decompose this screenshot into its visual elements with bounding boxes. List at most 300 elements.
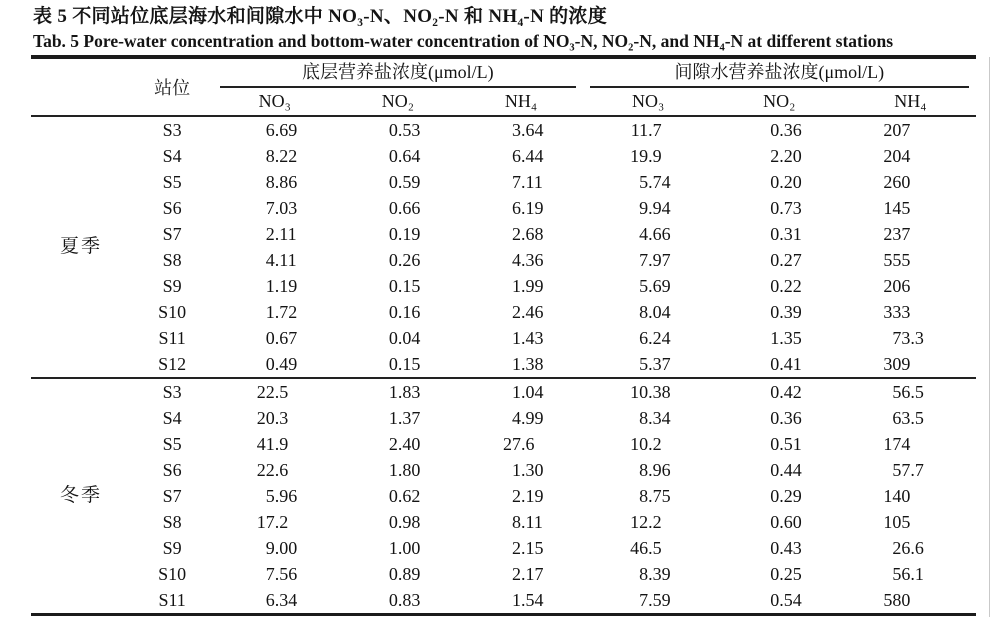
value-integer-part: 0 bbox=[770, 512, 780, 532]
value-fraction-part: .31 bbox=[779, 224, 802, 244]
value-fraction-part: .11 bbox=[520, 172, 543, 192]
table-row bbox=[31, 247, 976, 273]
value-integer-part: 27 bbox=[502, 434, 521, 454]
value-integer-part: 0 bbox=[388, 120, 398, 140]
station-cell: S10 bbox=[158, 302, 187, 322]
value-fraction-part: .00 bbox=[274, 538, 298, 558]
cell-bottom-nh4 bbox=[459, 457, 582, 483]
cell-bottom-no2 bbox=[336, 535, 459, 561]
cell-pore-no3 bbox=[583, 351, 714, 378]
value-integer-part: 1 bbox=[265, 276, 275, 296]
cell-pore-nh4 bbox=[845, 405, 976, 431]
cell-bottom-no3 bbox=[213, 299, 336, 325]
cell-bottom-nh4 bbox=[459, 535, 582, 561]
value-integer-part: 10 bbox=[630, 434, 649, 454]
cell-pore-no3 bbox=[583, 273, 714, 299]
cell-pore-no3 bbox=[583, 169, 714, 195]
cell-pore-no3 bbox=[583, 483, 714, 509]
value-integer-part: 57 bbox=[892, 460, 911, 480]
cell-pore-nh4 bbox=[845, 195, 976, 221]
cell-bottom-no3 bbox=[213, 195, 336, 221]
cell-pore-nh4 bbox=[845, 509, 976, 535]
value-fraction-part: .6 bbox=[274, 460, 289, 480]
cell-bottom-nh4 bbox=[459, 195, 582, 221]
cell-bottom-no3 bbox=[213, 247, 336, 273]
value-fraction-part: .15 bbox=[397, 354, 421, 374]
cell-pore-no2 bbox=[714, 116, 845, 143]
value-integer-part: 309 bbox=[883, 354, 911, 374]
value-integer-part: 8 bbox=[639, 302, 649, 322]
value-integer-part: 260 bbox=[883, 172, 911, 192]
value-fraction-part: .96 bbox=[274, 486, 298, 506]
cell-pore-no2 bbox=[714, 325, 845, 351]
station-cell: S11 bbox=[158, 328, 186, 348]
cell-pore-no3 bbox=[583, 143, 714, 169]
value-integer-part: 1 bbox=[388, 382, 398, 402]
value-integer-part: 7 bbox=[511, 172, 521, 192]
cell-bottom-no3 bbox=[213, 221, 336, 247]
table-row bbox=[31, 378, 976, 405]
value-integer-part: 8 bbox=[639, 408, 649, 428]
station-cell: S7 bbox=[162, 486, 182, 506]
winter-section bbox=[31, 378, 976, 615]
station-cell: S10 bbox=[158, 564, 187, 584]
cell-pore-no2 bbox=[714, 221, 845, 247]
season-label-cell: 冬季 bbox=[31, 378, 131, 615]
value-integer-part: 22 bbox=[256, 382, 275, 402]
value-integer-part: 0 bbox=[770, 354, 780, 374]
value-fraction-part: .1 bbox=[910, 564, 924, 584]
cell-pore-no2 bbox=[714, 351, 845, 378]
summer-section bbox=[31, 116, 976, 378]
col-header-bottom-no2: NO₂ bbox=[336, 88, 459, 116]
value-fraction-part: .24 bbox=[648, 328, 671, 348]
value-fraction-part: .30 bbox=[520, 460, 544, 480]
value-integer-part: 2 bbox=[511, 486, 521, 506]
value-fraction-part: .2 bbox=[274, 512, 289, 532]
value-integer-part: 8 bbox=[265, 172, 275, 192]
value-fraction-part: .15 bbox=[520, 538, 544, 558]
station-cell: S6 bbox=[162, 198, 182, 218]
value-fraction-part: .6 bbox=[910, 538, 924, 558]
cell-bottom-no3 bbox=[213, 143, 336, 169]
value-fraction-part: .29 bbox=[779, 486, 802, 506]
value-integer-part: 7 bbox=[639, 590, 649, 610]
value-integer-part: 0 bbox=[388, 328, 398, 348]
station-cell: S7 bbox=[162, 224, 182, 244]
value-fraction-part: .66 bbox=[648, 224, 671, 244]
value-fraction-part: .75 bbox=[648, 486, 671, 506]
value-fraction-part: .04 bbox=[520, 382, 544, 402]
cell-bottom-nh4 bbox=[459, 299, 582, 325]
value-fraction-part: .04 bbox=[397, 328, 421, 348]
cell-bottom-no3 bbox=[213, 169, 336, 195]
value-integer-part: 1 bbox=[511, 328, 521, 348]
value-fraction-part: .39 bbox=[648, 564, 671, 584]
value-integer-part: 4 bbox=[511, 408, 521, 428]
value-integer-part: 0 bbox=[388, 354, 398, 374]
col-header-pore-no3: NO₃ bbox=[583, 88, 714, 116]
value-fraction-part: .20 bbox=[779, 172, 802, 192]
value-fraction-part: .44 bbox=[779, 460, 802, 480]
cell-pore-no2 bbox=[714, 378, 845, 405]
cell-bottom-no2 bbox=[336, 169, 459, 195]
cell-pore-no2 bbox=[714, 195, 845, 221]
value-fraction-part: .19 bbox=[397, 224, 421, 244]
value-fraction-part: .34 bbox=[648, 408, 671, 428]
value-fraction-part: .19 bbox=[520, 486, 544, 506]
value-integer-part: 4 bbox=[265, 250, 275, 270]
value-fraction-part: .41 bbox=[779, 354, 802, 374]
value-integer-part: 26 bbox=[892, 538, 911, 558]
value-integer-part: 2 bbox=[511, 224, 521, 244]
cell-pore-no3 bbox=[583, 221, 714, 247]
value-integer-part: 17 bbox=[256, 512, 275, 532]
value-integer-part: 8 bbox=[265, 146, 275, 166]
value-integer-part: 19 bbox=[630, 146, 649, 166]
value-fraction-part: .3 bbox=[910, 328, 924, 348]
value-integer-part: 0 bbox=[770, 538, 780, 558]
value-fraction-part: .97 bbox=[648, 250, 671, 270]
cell-bottom-no2 bbox=[336, 378, 459, 405]
value-integer-part: 237 bbox=[883, 224, 911, 244]
value-integer-part: 0 bbox=[770, 198, 780, 218]
cell-bottom-nh4 bbox=[459, 273, 582, 299]
cell-pore-no2 bbox=[714, 405, 845, 431]
value-integer-part: 1 bbox=[511, 460, 521, 480]
cell-bottom-no3 bbox=[213, 405, 336, 431]
value-fraction-part: .11 bbox=[274, 250, 297, 270]
cell-bottom-no3 bbox=[213, 509, 336, 535]
value-fraction-part: .22 bbox=[779, 276, 802, 296]
value-fraction-part: .94 bbox=[648, 198, 671, 218]
value-fraction-part: .39 bbox=[779, 302, 802, 322]
cell-bottom-nh4 bbox=[459, 405, 582, 431]
value-integer-part: 0 bbox=[388, 224, 398, 244]
table-row bbox=[31, 483, 976, 509]
station-cell: S5 bbox=[162, 434, 182, 454]
value-fraction-part: .49 bbox=[274, 354, 298, 374]
cell-pore-no2 bbox=[714, 143, 845, 169]
value-integer-part: 4 bbox=[639, 224, 649, 244]
cell-pore-nh4 bbox=[845, 561, 976, 587]
value-integer-part: 145 bbox=[883, 198, 911, 218]
value-integer-part: 1 bbox=[511, 382, 521, 402]
cell-pore-nh4 bbox=[845, 587, 976, 615]
cell-pore-no3 bbox=[583, 509, 714, 535]
value-integer-part: 580 bbox=[883, 590, 911, 610]
value-fraction-part: .2 bbox=[648, 434, 662, 454]
cell-pore-no2 bbox=[714, 431, 845, 457]
value-integer-part: 5 bbox=[265, 486, 275, 506]
cell-bottom-no2 bbox=[336, 457, 459, 483]
scan-page-edge bbox=[989, 57, 990, 617]
value-fraction-part: .3 bbox=[274, 408, 289, 428]
value-integer-part: 6 bbox=[511, 146, 521, 166]
value-fraction-part: .56 bbox=[274, 564, 298, 584]
cell-pore-no2 bbox=[714, 169, 845, 195]
bottom-water-group-header bbox=[213, 57, 582, 88]
cell-pore-nh4 bbox=[845, 535, 976, 561]
station-cell: S5 bbox=[162, 172, 182, 192]
value-fraction-part: .99 bbox=[520, 408, 544, 428]
cell-bottom-no3 bbox=[213, 378, 336, 405]
cell-bottom-no2 bbox=[336, 116, 459, 143]
cell-bottom-nh4 bbox=[459, 431, 582, 457]
value-integer-part: 0 bbox=[770, 564, 780, 584]
cell-bottom-no2 bbox=[336, 351, 459, 378]
value-integer-part: 5 bbox=[639, 172, 649, 192]
value-fraction-part: .54 bbox=[779, 590, 802, 610]
cell-bottom-no2 bbox=[336, 483, 459, 509]
cell-bottom-nh4 bbox=[459, 325, 582, 351]
value-integer-part: 0 bbox=[388, 276, 398, 296]
table-row bbox=[31, 143, 976, 169]
value-integer-part: 73 bbox=[892, 328, 911, 348]
cell-pore-no3 bbox=[583, 325, 714, 351]
cell-bottom-nh4 bbox=[459, 247, 582, 273]
value-fraction-part: .37 bbox=[397, 408, 421, 428]
cell-bottom-nh4 bbox=[459, 561, 582, 587]
cell-pore-nh4 bbox=[845, 431, 976, 457]
station-cell: S6 bbox=[162, 460, 182, 480]
value-fraction-part: .83 bbox=[397, 590, 421, 610]
value-fraction-part: .89 bbox=[397, 564, 421, 584]
value-integer-part: 0 bbox=[770, 590, 780, 610]
value-fraction-part: .74 bbox=[648, 172, 671, 192]
season-column-header bbox=[31, 57, 131, 116]
table-row bbox=[31, 169, 976, 195]
table-row bbox=[31, 325, 976, 351]
value-integer-part: 1 bbox=[388, 408, 398, 428]
cell-pore-no3 bbox=[583, 299, 714, 325]
value-integer-part: 22 bbox=[256, 460, 275, 480]
value-fraction-part: .67 bbox=[274, 328, 298, 348]
cell-bottom-no3 bbox=[213, 116, 336, 143]
col-header-bottom-no3: NO₃ bbox=[213, 88, 336, 116]
value-integer-part: 1 bbox=[388, 460, 398, 480]
station-cell: S8 bbox=[162, 512, 182, 532]
cell-pore-no3 bbox=[583, 405, 714, 431]
cell-pore-nh4 bbox=[845, 273, 976, 299]
cell-bottom-nh4 bbox=[459, 116, 582, 143]
cell-pore-no2 bbox=[714, 561, 845, 587]
value-fraction-part: .40 bbox=[397, 434, 421, 454]
value-fraction-part: .19 bbox=[520, 198, 544, 218]
value-fraction-part: .25 bbox=[779, 564, 802, 584]
value-integer-part: 2 bbox=[265, 224, 275, 244]
value-fraction-part: .7 bbox=[648, 120, 662, 140]
table-row bbox=[31, 221, 976, 247]
value-integer-part: 207 bbox=[883, 120, 911, 140]
value-integer-part: 0 bbox=[388, 198, 398, 218]
value-integer-part: 56 bbox=[892, 382, 911, 402]
value-fraction-part: .72 bbox=[274, 302, 298, 322]
table-row bbox=[31, 561, 976, 587]
cell-pore-no2 bbox=[714, 247, 845, 273]
cell-bottom-no2 bbox=[336, 299, 459, 325]
cell-pore-no2 bbox=[714, 587, 845, 615]
value-integer-part: 0 bbox=[770, 434, 780, 454]
value-fraction-part: .86 bbox=[274, 172, 298, 192]
cell-bottom-no3 bbox=[213, 561, 336, 587]
value-fraction-part: .69 bbox=[648, 276, 671, 296]
value-fraction-part: .11 bbox=[520, 512, 543, 532]
value-fraction-part: .37 bbox=[648, 354, 671, 374]
value-integer-part: 1 bbox=[388, 538, 398, 558]
cell-pore-no3 bbox=[583, 457, 714, 483]
value-fraction-part: .69 bbox=[274, 120, 298, 140]
table-header bbox=[31, 57, 976, 116]
value-integer-part: 0 bbox=[265, 354, 275, 374]
value-integer-part: 0 bbox=[770, 486, 780, 506]
value-fraction-part: .43 bbox=[520, 328, 544, 348]
station-cell: S11 bbox=[158, 590, 186, 610]
table-row bbox=[31, 535, 976, 561]
value-integer-part: 0 bbox=[388, 146, 398, 166]
table-row bbox=[31, 273, 976, 299]
value-integer-part: 11 bbox=[630, 120, 649, 140]
value-integer-part: 0 bbox=[388, 564, 398, 584]
value-integer-part: 9 bbox=[265, 538, 275, 558]
value-integer-part: 7 bbox=[265, 564, 275, 584]
value-integer-part: 10 bbox=[630, 382, 649, 402]
value-fraction-part: .68 bbox=[520, 224, 544, 244]
cell-bottom-no3 bbox=[213, 351, 336, 378]
value-integer-part: 6 bbox=[639, 328, 649, 348]
value-fraction-part: .04 bbox=[648, 302, 671, 322]
cell-pore-no3 bbox=[583, 561, 714, 587]
cell-bottom-no3 bbox=[213, 325, 336, 351]
cell-pore-nh4 bbox=[845, 221, 976, 247]
group-header-row bbox=[31, 57, 976, 88]
value-integer-part: 0 bbox=[770, 224, 780, 244]
value-fraction-part: .96 bbox=[648, 460, 671, 480]
col-header-bottom-nh4: NH₄ bbox=[459, 88, 582, 116]
cell-pore-nh4 bbox=[845, 457, 976, 483]
table-title-english: Tab. 5 Pore-water concentration and bottom-water concentration of NO₃-N, NO₂-N, and NH₄-N at different stations bbox=[33, 31, 894, 51]
cell-pore-no3 bbox=[583, 116, 714, 143]
table-row bbox=[31, 299, 976, 325]
value-integer-part: 56 bbox=[892, 564, 911, 584]
cell-pore-nh4 bbox=[845, 325, 976, 351]
value-integer-part: 0 bbox=[388, 486, 398, 506]
value-fraction-part: .5 bbox=[648, 538, 662, 558]
value-integer-part: 5 bbox=[639, 354, 649, 374]
value-fraction-part: .36 bbox=[520, 250, 544, 270]
station-cell: S8 bbox=[162, 250, 182, 270]
cell-pore-nh4 bbox=[845, 299, 976, 325]
value-fraction-part: .64 bbox=[397, 146, 421, 166]
value-integer-part: 0 bbox=[388, 512, 398, 532]
value-fraction-part: .27 bbox=[779, 250, 802, 270]
value-integer-part: 0 bbox=[388, 590, 398, 610]
value-integer-part: 1 bbox=[511, 354, 521, 374]
cell-bottom-no3 bbox=[213, 535, 336, 561]
col-header-pore-no2: NO₂ bbox=[714, 88, 845, 116]
station-cell: S9 bbox=[162, 276, 182, 296]
value-integer-part: 0 bbox=[770, 276, 780, 296]
value-fraction-part: .43 bbox=[779, 538, 802, 558]
value-integer-part: 9 bbox=[639, 198, 649, 218]
value-integer-part: 0 bbox=[388, 302, 398, 322]
value-fraction-part: .51 bbox=[779, 434, 802, 454]
value-fraction-part: .80 bbox=[397, 460, 421, 480]
value-fraction-part: .38 bbox=[520, 354, 544, 374]
cell-bottom-nh4 bbox=[459, 169, 582, 195]
station-cell: S4 bbox=[162, 146, 182, 166]
value-integer-part: 0 bbox=[770, 172, 780, 192]
value-integer-part: 63 bbox=[892, 408, 911, 428]
cell-bottom-nh4 bbox=[459, 587, 582, 615]
cell-pore-no2 bbox=[714, 535, 845, 561]
cell-bottom-nh4 bbox=[459, 351, 582, 378]
cell-bottom-no2 bbox=[336, 509, 459, 535]
station-cell: S12 bbox=[158, 354, 187, 374]
value-fraction-part: .7 bbox=[910, 460, 924, 480]
cell-bottom-no3 bbox=[213, 273, 336, 299]
value-integer-part: 6 bbox=[265, 590, 275, 610]
value-integer-part: 555 bbox=[883, 250, 911, 270]
value-fraction-part: .5 bbox=[910, 408, 924, 428]
value-fraction-part: .44 bbox=[520, 146, 544, 166]
cell-pore-no2 bbox=[714, 273, 845, 299]
cell-bottom-no2 bbox=[336, 221, 459, 247]
table-row bbox=[31, 116, 976, 143]
station-cell: S9 bbox=[162, 538, 182, 558]
cell-bottom-no2 bbox=[336, 561, 459, 587]
station-cell: S3 bbox=[162, 120, 182, 140]
cell-bottom-nh4 bbox=[459, 509, 582, 535]
cell-pore-no3 bbox=[583, 535, 714, 561]
value-integer-part: 0 bbox=[770, 382, 780, 402]
cell-pore-no2 bbox=[714, 299, 845, 325]
table-row bbox=[31, 351, 976, 378]
value-fraction-part: .98 bbox=[397, 512, 421, 532]
value-integer-part: 2 bbox=[511, 564, 521, 584]
pore-water-group-label: 间隙水营养盐浓度(μmol/L) bbox=[590, 59, 969, 88]
value-integer-part: 0 bbox=[770, 408, 780, 428]
value-integer-part: 6 bbox=[511, 198, 521, 218]
value-integer-part: 206 bbox=[883, 276, 911, 296]
value-fraction-part: .62 bbox=[397, 486, 421, 506]
cell-bottom-no2 bbox=[336, 195, 459, 221]
value-integer-part: 8 bbox=[511, 512, 521, 532]
value-fraction-part: .99 bbox=[520, 276, 544, 296]
cell-bottom-nh4 bbox=[459, 483, 582, 509]
value-integer-part: 105 bbox=[883, 512, 911, 532]
value-integer-part: 0 bbox=[770, 302, 780, 322]
value-integer-part: 46 bbox=[630, 538, 649, 558]
value-integer-part: 8 bbox=[639, 486, 649, 506]
value-fraction-part: .42 bbox=[779, 382, 802, 402]
cell-pore-nh4 bbox=[845, 116, 976, 143]
value-fraction-part: .03 bbox=[274, 198, 298, 218]
value-integer-part: 5 bbox=[639, 276, 649, 296]
value-integer-part: 7 bbox=[265, 198, 275, 218]
value-fraction-part: .73 bbox=[779, 198, 802, 218]
cell-pore-no2 bbox=[714, 483, 845, 509]
value-integer-part: 3 bbox=[511, 120, 521, 140]
data-table bbox=[31, 55, 976, 616]
cell-pore-nh4 bbox=[845, 143, 976, 169]
season-label-cell: 夏季 bbox=[60, 236, 103, 257]
value-integer-part: 6 bbox=[265, 120, 275, 140]
value-fraction-part: .22 bbox=[274, 146, 298, 166]
table-row bbox=[31, 509, 976, 535]
value-integer-part: 1 bbox=[511, 276, 521, 296]
value-fraction-part: .15 bbox=[397, 276, 421, 296]
